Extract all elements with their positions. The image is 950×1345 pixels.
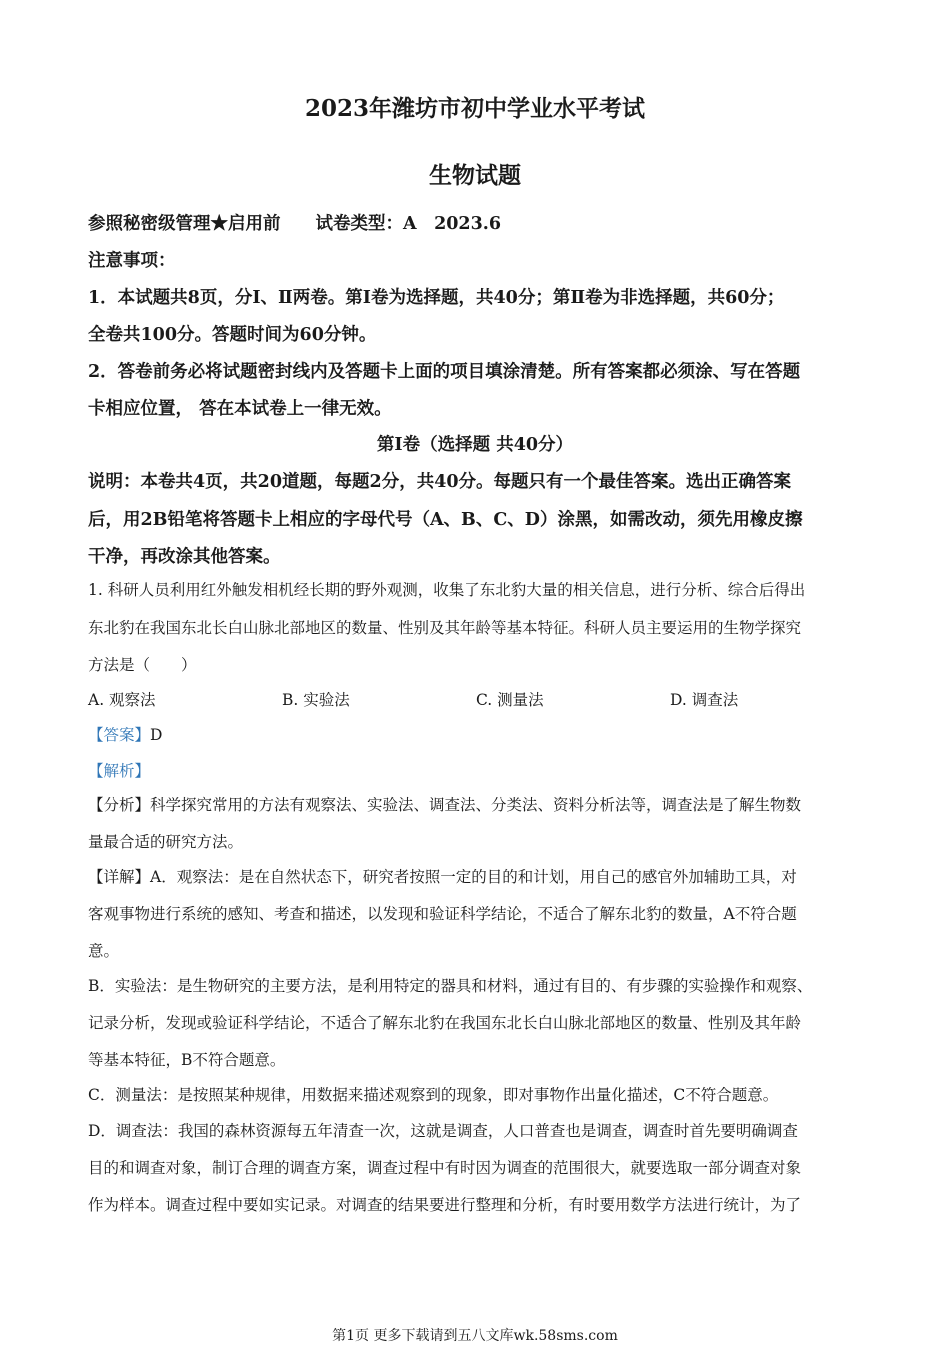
detail-line: 等基本特征，B不符合题意。	[88, 1051, 286, 1069]
detail-text: A．观察法：是在自然状态下，研究者按照一定的目的和计划，用自己的感官外加辅助工具，对	[150, 868, 797, 886]
detail-line: 目的和调查对象，制订合理的调查方案，调查过程中有时因为调查的范围很大，就要选取一部分调查对象	[88, 1159, 802, 1177]
meta-line: 参照秘密级管理★启用前 试卷类型：A 2023.6	[88, 214, 502, 234]
detail-line: 作为样本。调查过程中要如实记录。对调查的结果要进行整理和分析，有时要用数学方法进行统计，为了	[88, 1196, 802, 1214]
question-stem: 1. 科研人员利用红外触发相机经长期的野外观测，收集了东北豹大量的相关信息，进行分析、综合后得出	[88, 581, 806, 599]
section-instruction: 干净，再改涂其他答案。	[88, 547, 281, 567]
analysis-head: 【分析】	[88, 796, 151, 814]
option-c: C. 测量法	[476, 691, 544, 709]
question-stem: 方法是（ ）	[88, 656, 197, 674]
detail-line: 意。	[88, 942, 120, 960]
section-instruction: 后，用2B铅笔将答题卡上相应的字母代号（A、B、C、D）涂黑，如需改动，须先用橡皮擦	[88, 510, 803, 530]
analysis-text: 科学探究常用的方法有观察法、实验法、调查法、分类法、资料分析法等，调查法是了解生物数	[150, 796, 802, 814]
notice-item: 全卷共100分。答题时间为60分钟。	[88, 325, 377, 345]
detail-line: 客观事物进行系统的感知、考查和描述，以发现和验证科学结论，不适合了解东北豹的数量，A不符合题	[88, 905, 797, 923]
answer-tag: 【答案】	[88, 726, 151, 744]
detail-head: 【详解】	[88, 868, 151, 886]
notice-item: 2．答卷前务必将试题密封线内及答题卡上面的项目填涂清楚。所有答案都必须涂、写在答题	[88, 362, 801, 382]
option-a: A. 观察法	[88, 691, 156, 709]
answer-line	[88, 723, 868, 745]
detail-line: B．实验法：是生物研究的主要方法，是利用特定的器具和材料，通过有目的、有步骤的实验操作和观察、	[88, 977, 813, 995]
question-stem: 东北豹在我国东北长白山脉北部地区的数量、性别及其年龄等基本特征。科研人员主要运用的生物学探究	[88, 619, 802, 637]
analysis-line	[88, 793, 868, 815]
analysis-tag: 【解析】	[88, 762, 151, 780]
page-footer: 第1页 更多下载请到五八文库wk.58sms.com	[332, 1328, 618, 1344]
answer-value: D	[150, 726, 163, 744]
notice-heading: 注意事项：	[88, 251, 176, 271]
exam-title: 2023年潍坊市初中学业水平考试	[304, 95, 645, 122]
analysis-line: 量最合适的研究方法。	[88, 833, 244, 851]
notice-item: 1．本试题共8页，分Ⅰ、Ⅱ两卷。第Ⅰ卷为选择题，共40分；第Ⅱ卷为非选择题，共60分；	[88, 288, 785, 308]
section-heading: 第Ⅰ卷（选择题 共40分）	[376, 435, 574, 455]
detail-line	[88, 865, 868, 887]
detail-line: C．测量法：是按照某种规律，用数据来描述观察到的现象，即对事物作出量化描述，C不符合题意。	[88, 1086, 779, 1104]
detail-line: 记录分析，发现或验证科学结论，不适合了解东北豹在我国东北长白山脉北部地区的数量、性别及其年龄	[88, 1014, 802, 1032]
section-instruction: 说明：本卷共4页，共20道题，每题2分，共40分。每题只有一个最佳答案。选出正确答案	[88, 472, 792, 492]
option-b: B. 实验法	[282, 691, 350, 709]
detail-line: D．调查法：我国的森林资源每五年清查一次，这就是调查，人口普查也是调查，调查时首先要明确调查	[88, 1122, 798, 1140]
subject-title: 生物试题	[429, 162, 521, 189]
option-d: D. 调查法	[670, 691, 739, 709]
notice-item: 卡相应位置， 答在本试卷上一律无效。	[88, 399, 392, 419]
